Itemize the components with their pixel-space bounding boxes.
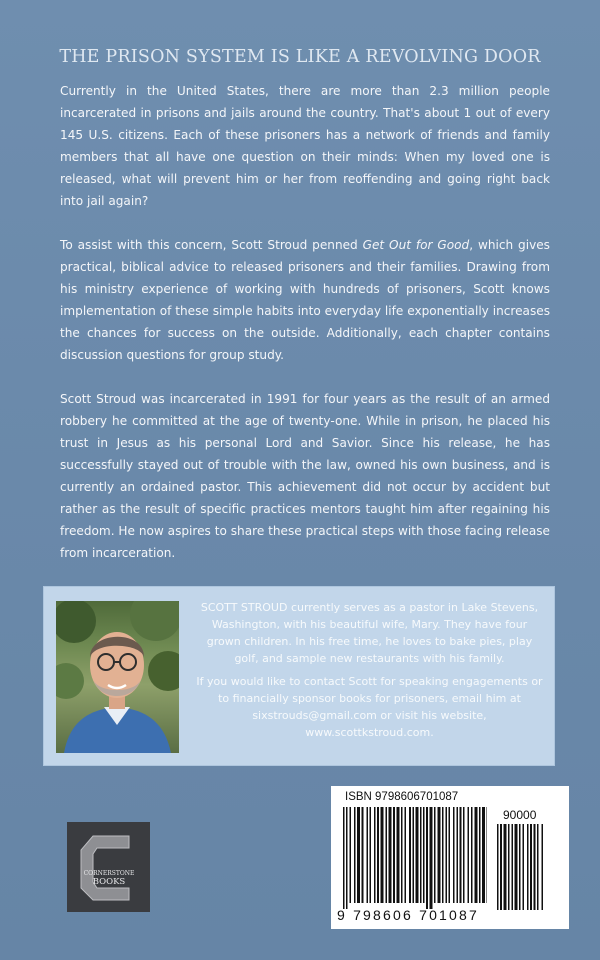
ean-digits: 9 798606 701087 [337,907,479,923]
barcode-bar [504,824,507,910]
barcode-bar [487,807,488,903]
publisher-logo [67,822,150,912]
barcode-bar [471,807,473,903]
price-barcode-bars [497,824,559,912]
barcode-bar [346,807,348,909]
barcode-bar [362,807,364,903]
barcode-bar [350,807,352,903]
barcode-bar [430,807,433,909]
barcode-bar [457,807,459,903]
author-portrait-illustration [56,601,179,753]
paragraph-2-body: , which gives practical, biblical advice to released prisoners and their families. Drawing from his ministry experience of working with hundreds of prisoners, Scott knows implementation of these simple habits into everyday life exponentially increases the chances for success on the outside. Additionally, each chapter contains discussion questions for group study. [60,238,550,362]
author-photo [56,601,179,753]
barcode-bar [475,807,478,903]
barcode-bar [434,807,436,903]
barcode-bar [381,807,384,903]
barcode-bar [479,807,481,903]
barcode-bar [537,824,539,910]
publisher-name-line-1: CORNERSTONE [83,870,135,877]
isbn-label: ISBN 9798606701087 [345,791,459,803]
barcode-bar [377,807,379,903]
barcode-bar [453,807,455,903]
barcode-bar [463,807,465,903]
barcode-bar [413,807,415,903]
headline: THE PRISON SYSTEM IS LIKE A REVOLVING DOOR [59,47,541,67]
barcode-bar [420,807,422,903]
barcode-bar [426,807,428,909]
description-paragraph-1: Currently in the United States, there are more than 2.3 million people incarcerated in prisons and jails around the country. That's about 1 out of every 145 U.S. citizens. Each of these prisoners has a network of friends and family members that all have one question on their minds: When my loved one is released, what will prevent him or her from reoffending and going right back into jail again? [60,84,550,208]
barcode-bar [442,807,444,903]
barcode-bar [416,807,419,903]
barcode-bar [343,807,345,909]
author-bio-box [43,586,555,766]
barcode-bar [482,807,485,903]
barcode-bar [534,824,536,910]
barcode-bar [530,824,532,910]
barcode-bar [405,807,407,903]
barcode-bar [460,807,462,903]
barcode-bar [354,807,356,903]
barcode-bar [512,824,514,910]
ean-barcode-bars [343,807,487,911]
isbn-barcode [331,786,569,929]
barcode-bar [389,807,392,903]
barcode-bar [367,807,369,903]
barcode-bar [523,824,525,910]
cornerstone-c-icon [67,822,150,912]
description-paragraph-2 [60,234,550,366]
barcode-bar [370,807,372,903]
barcode-bar [397,807,400,903]
barcode-bar [527,824,529,910]
barcode-bar [519,824,521,910]
bio-contact-paragraph: If you would like to contact Scott for speaking engagements or to financially sponsor books for prisoners, email him at sixstrouds@gmail.com or visit his website, www.scottkstroud.com. [196,675,543,739]
publisher-name-line-2: BOOKS [92,877,126,887]
barcode-bar [449,807,451,903]
barcode-bar [497,824,499,910]
barcode-bar [357,807,360,903]
barcode-bar [542,824,544,910]
book-title: Get Out for Good [362,238,470,252]
barcode-bar [515,824,518,910]
barcode-bar [401,807,403,903]
barcode-bar [409,807,411,903]
barcode-bar [446,807,448,903]
barcode-bar [393,807,395,903]
bio-paragraph-1: SCOTT STROUD currently serves as a pastor in Lake Stevens, Washington, with his beautiful wife, Mary. They have four grown children. In his free time, he loves to bake pies, play golf, and sample new restaurants with his family. [200,601,539,665]
author-story-paragraph: Scott Stroud was incarcerated in 1991 for four years as the result of an armed robbery he committed at the age of twenty-one. While in prison, he placed his trust in Jesus as his personal Lord and Savior. Since his release, he has successfully stayed out of trouble with the law, owned his own business, and is currently an ordained pastor. This achievement did not occur by accident but rather as the result of specific practices mentors taught him after regaining his freedom. He now aspires to share these practical steps with those facing release from incarceration. [60,392,550,560]
author-bio-text [195,599,544,747]
paragraph-2-intro: To assist with this concern, Scott Stroud penned [60,238,363,252]
barcode-bar [508,824,510,910]
barcode-bar [386,807,388,903]
barcode-bar [438,807,441,903]
barcode-bar [423,807,425,903]
barcode-bar [500,824,502,910]
barcode-bar [374,807,376,903]
price-code: 90000 [503,808,537,822]
barcode-bar [468,807,470,903]
